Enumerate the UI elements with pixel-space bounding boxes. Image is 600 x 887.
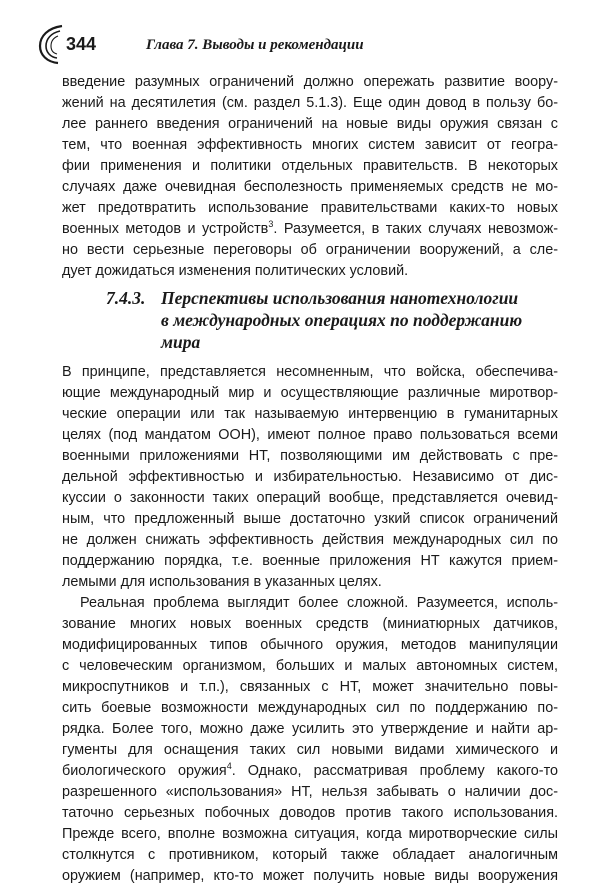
text-line: случаях даже очевидная бесполезность применяемых средств не мо-: [62, 179, 558, 195]
text-line: жет предотвратить использование правительствами каких-то новых: [62, 200, 558, 216]
text-line: лее раннего введения ограничений на новые виды оружия связан с: [62, 116, 558, 132]
heading-row: [106, 287, 566, 309]
text-line: с человеческим организмом, больших и малых автономных систем,: [62, 658, 558, 674]
text-line: ющие международный мир и осуществляющие различные миротвор-: [62, 385, 558, 401]
text-fragment: рассматривая проблему какого-то: [313, 763, 558, 779]
text-line: микроспутников и т.п.), связанных с НТ, может значительно повы-: [62, 679, 558, 695]
text-line: гументы для оснащения таких сил новыми видами химического и: [62, 742, 558, 758]
text-line: рядка. Более того, можно даже усилить это утверждение и найти ар-: [62, 721, 558, 737]
text-line: столкнутся с противником, который также обладает аналогичным: [62, 847, 558, 863]
text-line: но вести серьезные переговоры об ограничении вооружений, а сле-: [62, 242, 558, 258]
text-line: таточно серьезных побочных доводов против такого использования.: [62, 805, 558, 821]
text-line: целях (под мандатом ООН), имеют полное право пользоваться всеми: [62, 427, 558, 443]
text-line: военными приложениями НТ, позволяющими им действовать с пре-: [62, 448, 558, 464]
text-line: фии применения и политики отдельных правительств. В некоторых: [62, 158, 558, 174]
text-line: дельной эффективностью и избирательностью. Независимо от дис-: [62, 469, 558, 485]
section-title-line: мира: [161, 332, 201, 352]
text-fragment: биологического оружия: [62, 763, 227, 779]
page-header: [36, 22, 566, 66]
text-line: дует дожидаться изменения политических условий.: [62, 263, 409, 279]
text-line: зование многих новых военных средств (миниатюрных датчиков,: [62, 616, 558, 632]
text-fragment: военных методов и устройств: [62, 221, 269, 237]
text-fragment: . Разумеется, в таких: [273, 221, 422, 237]
text-line: поддержанию порядка, т.е. военные приложения НТ кажутся прием-: [62, 553, 558, 569]
text-line: оружием (например, кто-то может получить новые виды вооружения: [62, 868, 558, 884]
page-number: 344: [66, 34, 97, 54]
text-line: введение разумных ограничений должно опережать развитие воору-: [62, 74, 558, 90]
text-fragment: случаях невозмож-: [428, 221, 558, 237]
text-line: разрешенного «использования» НТ, нельзя забывать о наличии дос-: [62, 784, 558, 800]
intro-paragraph: [62, 72, 558, 282]
text-line: жений на десятилетия (см. раздел 5.1.3). Еще один довод в пользу бо-: [62, 95, 558, 111]
text-line: Прежде всего, вполне возможна ситуация, когда миротворческие силы: [62, 826, 558, 842]
text-line: Реальная проблема выглядит более сложной. Разумеется, исполь-: [80, 595, 558, 611]
heading-row: [106, 309, 566, 331]
section-title-line: Перспективы использования нанотехнологии: [161, 288, 519, 308]
text-line: [62, 761, 558, 782]
text-line: лемыми для использования в указанных целях.: [62, 574, 382, 590]
body-paragraph-1: [62, 362, 558, 593]
footnote-marker: 4: [226, 761, 232, 772]
text-line: не должен снижать эффективность действия международных сил по: [62, 532, 558, 548]
section-heading: [106, 287, 566, 353]
text-line: куссии о законности таких операций вообще, представляется очевид-: [62, 490, 558, 506]
text-line: модифицированных типов обычного оружия, методов манипуляции: [62, 637, 558, 653]
text-line: В принципе, представляется несомненным, что войска, обеспечива-: [62, 364, 558, 380]
text-line: сить боевые возможности международных сил по поддержанию по-: [62, 700, 558, 716]
text-line: ческие операции или так называемую интервенцию в гуманитарных: [62, 406, 558, 422]
footnote-marker: 3: [268, 219, 274, 230]
text-line: тем, что военная эффективность многих систем зависит от геогра-: [62, 137, 558, 153]
section-number: 7.4.3.: [106, 288, 146, 308]
text-line: [62, 219, 558, 240]
heading-row: [106, 331, 566, 353]
body-paragraph-2: [62, 593, 558, 887]
running-head: Глава 7. Выводы и рекомендации: [146, 37, 364, 53]
text-line: ным, что предложенный выше достаточно узкий список ограничений: [62, 511, 558, 527]
text-fragment: . Однако,: [231, 763, 302, 779]
section-title-line: в международных операциях по поддержанию: [161, 310, 523, 330]
